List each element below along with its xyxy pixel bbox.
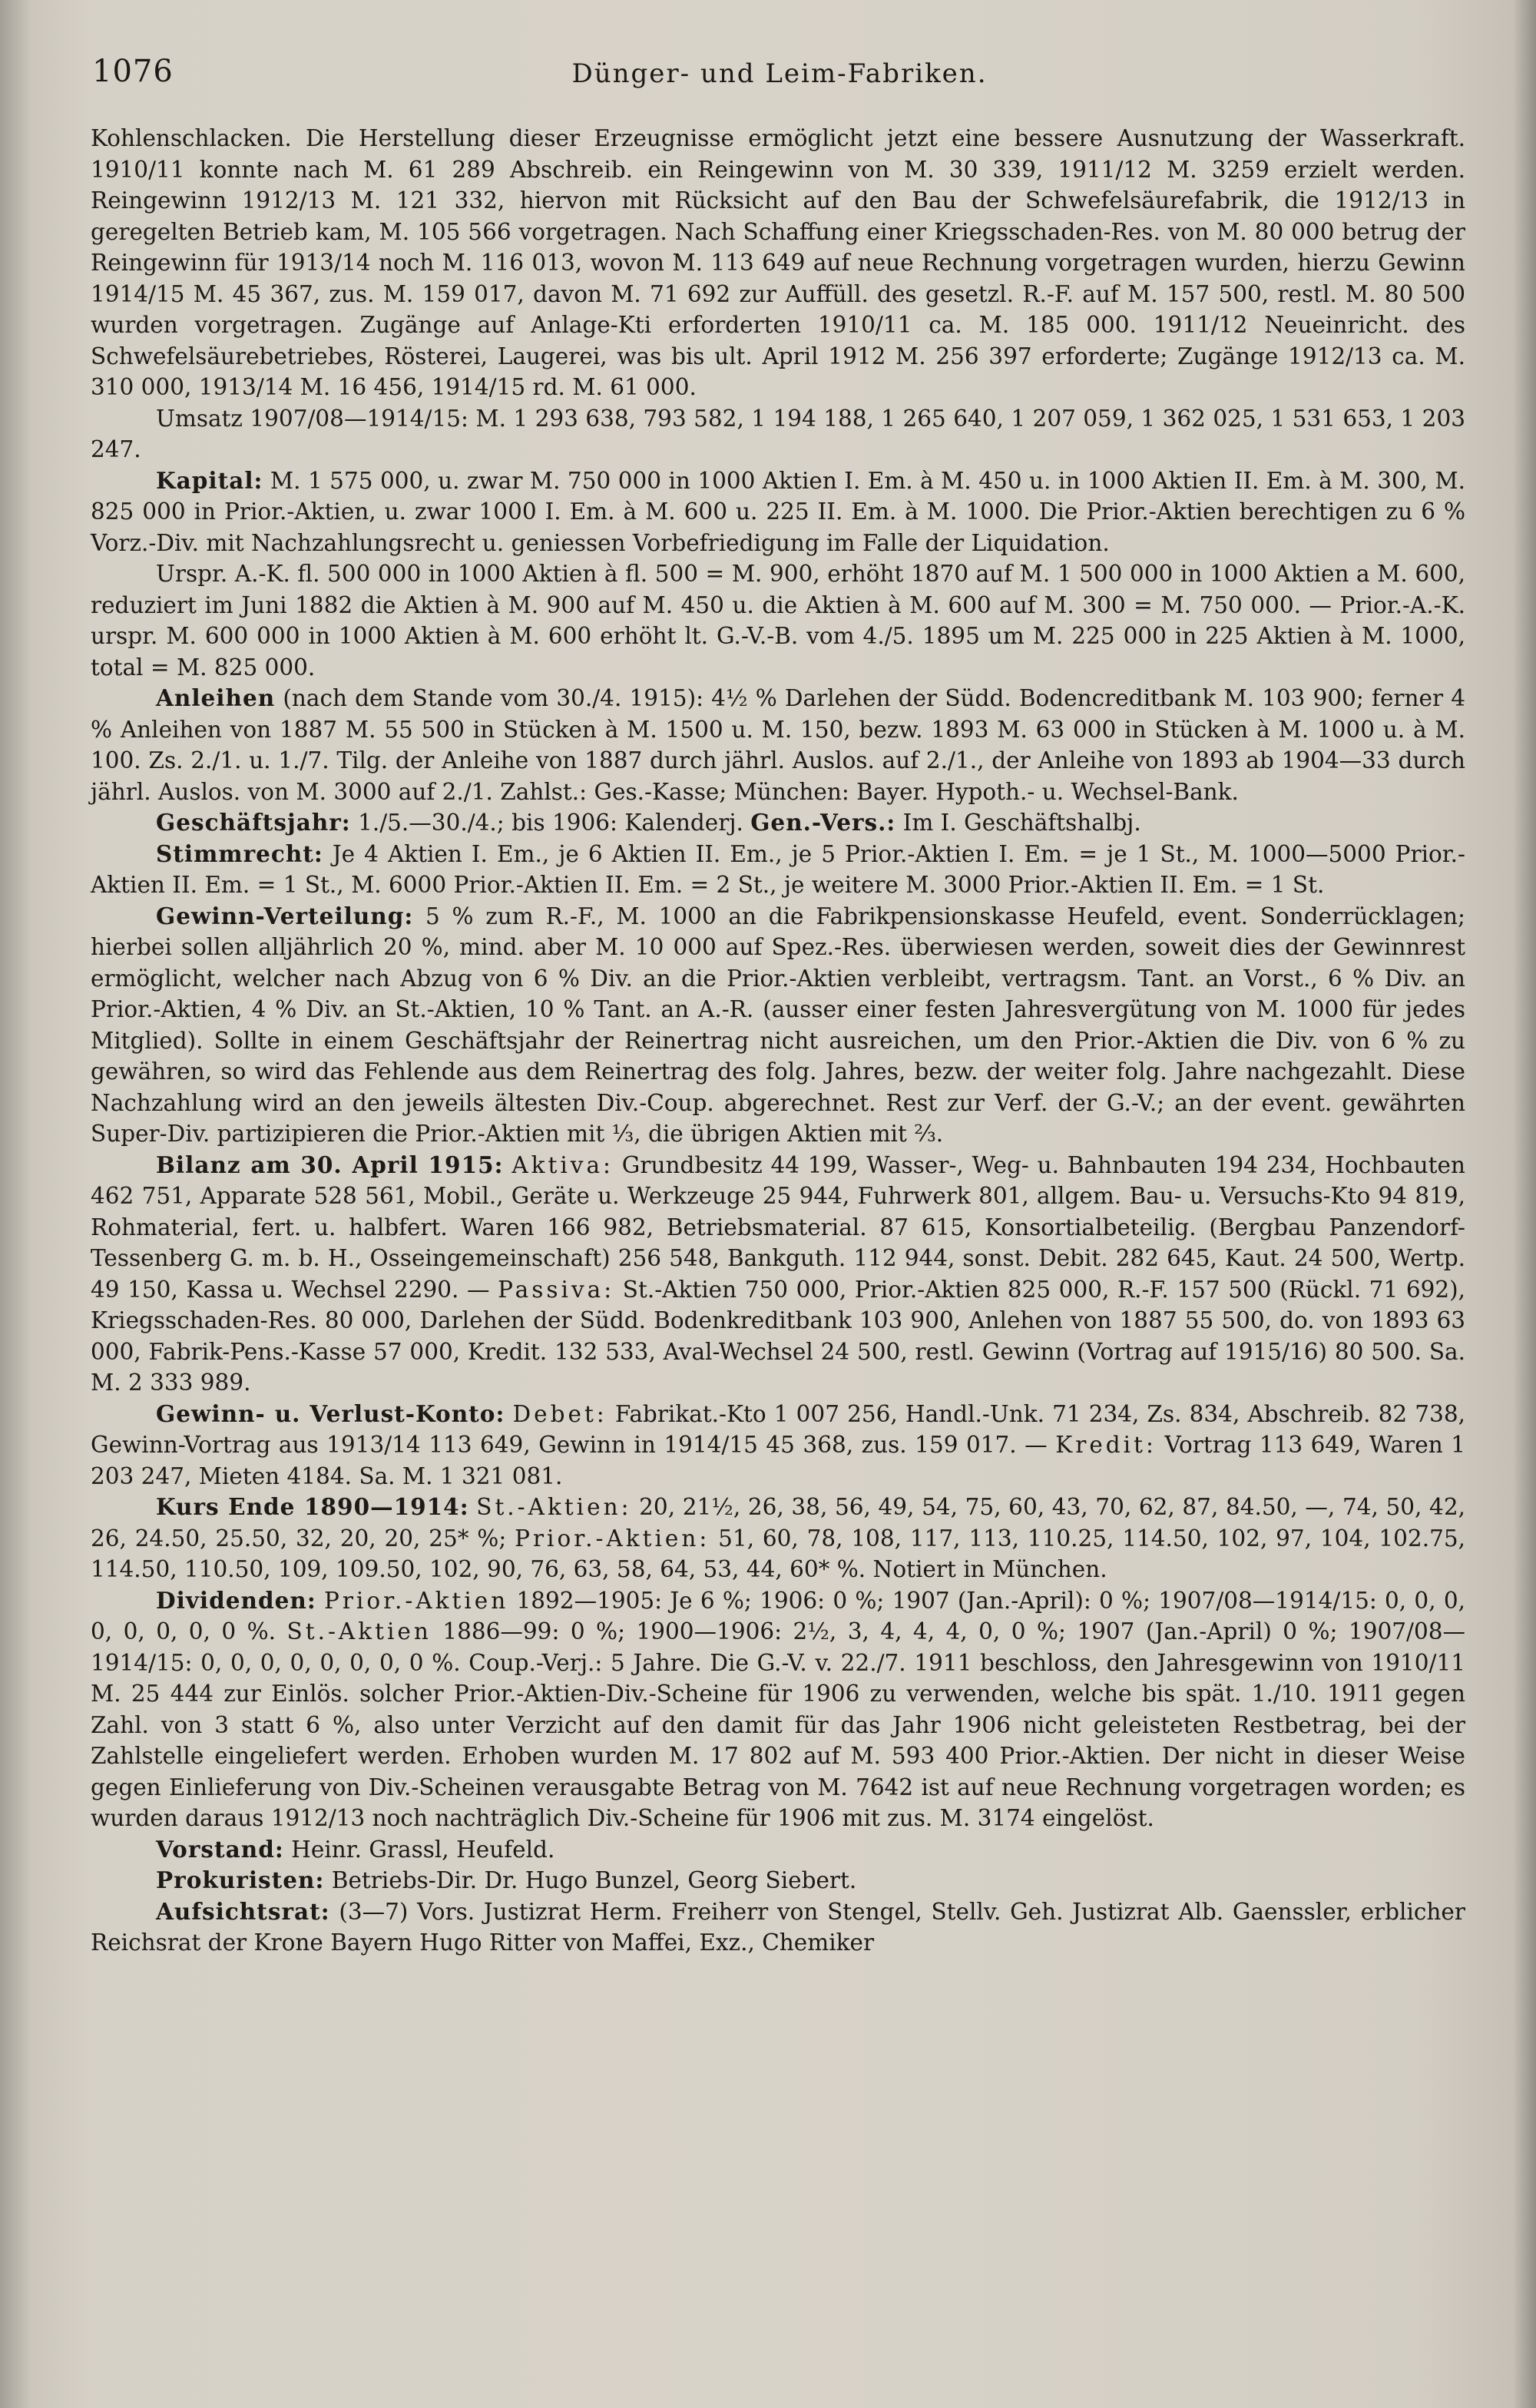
label-div-prior-aktien: Prior.-Aktien	[323, 1587, 509, 1614]
label-anleihen: Anleihen	[156, 684, 276, 711]
label-aktiva: Aktiva:	[511, 1151, 614, 1178]
paragraph-gewinn-verteilung	[91, 901, 1465, 1150]
text-gewinn-verteilung: 5 % zum R.-F., M. 1000 an die Fabrikpensionskasse Heufeld, event. Sonderrücklagen; hierbei sollen alljährlich 20 %, mind. aber M. 10 000 auf Spez.-Res. überwiesen werden, soweit dies der Gewinnrest ermöglicht, welcher nach Abzug von 6 % Div. an die Prior.-Aktien verbleibt, vertragsm. Tant. an Vorst., 6 % Div. an Prior.-Aktien, 4 % Div. an St.-Aktien, 10 % Tant. an A.-R. (ausser einer festen Jahresvergütung von M. 1000 für jedes Mitglied). Sollte in einem Geschäftsjahr der Reinertrag nicht ausreichen, um den Prior.-Aktien die Div. von 6 % zu gewähren, so wird das Fehlende aus dem Reinertrag des folg. Jahres, bezw. der weiter folg. Jahre nachgezahlt. Diese Nachzahlung wird an den jeweils ältesten Div.-Coup. abgerechnet. Rest zur Verf. der G.-V.; an der event. gewährten Super-Div. partizipieren die Prior.-Aktien mit ⅓, die übrigen Aktien mit ⅔.	[91, 903, 1465, 1147]
text-kredit: Vortrag 113 649, Waren 1 203 247, Mieten 4184. Sa. M. 1 321 081.	[91, 1432, 1465, 1489]
label-kurs: Kurs Ende 1890—1914:	[156, 1493, 469, 1520]
paragraph-kurs	[91, 1492, 1465, 1585]
label-vorstand: Vorstand:	[156, 1835, 284, 1863]
label-passiva: Passiva:	[498, 1276, 615, 1303]
paragraph-bilanz	[91, 1150, 1465, 1399]
text-debet: Fabrikat.-Kto 1 007 256, Handl.-Unk. 71 234, Zs. 834, Abschreib. 82 738, Gewinn-Vortrag aus 1913/14 113 649, Gewinn in 1914/15 45 368, zus. 159 017. —	[91, 1400, 1465, 1458]
label-prokuristen: Prokuristen:	[156, 1866, 325, 1893]
paragraph-vorstand	[91, 1834, 1465, 1866]
label-gewinn-verteilung: Gewinn-Verteilung:	[156, 902, 414, 929]
paragraph-umsatz: Umsatz 1907/08—1914/15: M. 1 293 638, 793 582, 1 194 188, 1 265 640, 1 207 059, 1 362 025, 1 531 653, 1 203 247.	[91, 405, 1465, 462]
paragraph-prokuristen	[91, 1865, 1465, 1896]
text-kurs-prior-aktien: 51, 60, 78, 108, 117, 113, 110.25, 114.50, 102, 97, 104, 102.75, 114.50, 110.50, 109, 109.50, 102, 90, 76, 63, 58, 64, 53, 44, 60* %. Notiert in München.	[91, 1525, 1465, 1582]
paragraph-aufsichtsrat	[91, 1896, 1465, 1959]
paragraph-anleihen	[91, 683, 1465, 807]
paragraph-gewinn-verlust	[91, 1399, 1465, 1492]
label-aufsichtsrat: Aufsichtsrat:	[156, 1897, 330, 1925]
page-shadow-right	[1513, 0, 1536, 2408]
text-anleihen: (nach dem Stande vom 30./4. 1915): 4½ % Darlehen der Südd. Bodencreditbank M. 103 900; ferner 4 % Anleihen von 1887 M. 55 500 in Stücken à M. 1500 u. M. 150, bezw. 1893 M. 63 000 in Stücken à M. 1000 u. à M. 100. Zs. 2./1. u. 1./7. Tilg. der Anleihe von 1887 durch jährl. Auslos. auf 2./1., der Anleihe von 1893 ab 1904—33 durch jährl. Auslos. von M. 3000 auf 2./1. Zahlst.: Ges.-Kasse; München: Bayer. Hypoth.- u. Wechsel-Bank.	[91, 685, 1465, 805]
label-gen-vers: Gen.-Vers.:	[750, 809, 896, 836]
paragraph-urspr-ak: Urspr. A.-K. fl. 500 000 in 1000 Aktien à fl. 500 = M. 900, erhöht 1870 auf M. 1 500 000 in 1000 Aktien a M. 600, reduziert im Juni 1882 die Aktien à M. 900 auf M. 450 u. die Aktien à M. 600 auf M. 300 = M. 750 000. — Prior.-A.-K. urspr. M. 600 000 in 1000 Aktien à M. 600 erhöht lt. G.-V.-B. vom 4./5. 1895 um M. 225 000 in 225 Aktien à M. 1000, total = M. 825 000.	[91, 561, 1465, 681]
label-dividenden: Dividenden:	[156, 1586, 316, 1614]
text-gen-vers: Im I. Geschäftshalbj.	[902, 810, 1141, 836]
paragraph-kapital	[91, 465, 1465, 559]
paragraph-dividenden	[91, 1585, 1465, 1834]
page-header	[92, 54, 1467, 100]
paragraph-reingewinn: Kohlenschlacken. Die Herstellung dieser Erzeugnisse ermöglicht jetzt eine bessere Ausnutzung der Wasserkraft. 1910/11 konnte nach M. 61 289 Abschreib. ein Reingewinn von M. 30 339, 1911/12 M. 3259 erzielt werden. Reingewinn 1912/13 M. 121 332, hiervon mit Rücksicht auf den Bau der Schwefelsäurefabrik, die 1912/13 in geregelten Betrieb kam, M. 105 566 vorgetragen. Nach Schaffung einer Kriegsschaden-Res. von M. 80 000 betrug der Reingewinn für 1913/14 noch M. 116 013, wovon M. 113 649 auf neue Rechnung vorgetragen wurden, hierzu Gewinn 1914/15 M. 45 367, zus. M. 159 017, davon M. 71 692 zur Auffüll. des gesetzl. R.-F. auf M. 157 500, restl. M. 80 500 wurden vorgetragen. Zugänge auf Anlage-Kti erforderten 1910/11 ca. M. 185 000. 1911/12 Neueinricht. des Schwefelsäurebetriebes, Rösterei, Laugerei, was bis ult. April 1912 M. 256 397 erforderte; Zugänge 1912/13 ca. M. 310 000, 1913/14 M. 16 456, 1914/15 rd. M. 61 000.	[91, 125, 1465, 400]
text-aufsichtsrat: (3—7) Vors. Justizrat Herm. Freiherr von Stengel, Stellv. Geh. Justizrat Alb. Gaenssler, erblicher Reichsrat der Krone Bayern Hugo Ritter von Maffei, Exz., Chemiker	[91, 1898, 1465, 1956]
text-div-prior-aktien: 1892—1905: Je 6 %; 1906: 0 %; 1907 (Jan.-April): 0 %; 1907/08—1914/15: 0, 0, 0, 0, 0, 0, 0, 0 %.	[91, 1587, 1465, 1645]
text-vorstand: Heinr. Grassl, Heufeld.	[291, 1836, 555, 1863]
label-kurs-st-aktien: St.-Aktien:	[476, 1494, 632, 1520]
label-kapital: Kapital:	[156, 466, 263, 494]
label-geschaeftsjahr: Geschäftsjahr:	[156, 809, 351, 836]
label-debet: Debet:	[512, 1400, 607, 1427]
page-shadow-left	[0, 0, 31, 2408]
text-kapital: M. 1 575 000, u. zwar M. 750 000 in 1000 Aktien I. Em. à M. 450 u. in 1000 Aktien II. Em. à M. 300, M. 825 000 in Prior.-Aktien, u. zwar 1000 I. Em. à M. 600 u. 225 II. Em. à M. 1000. Die Prior.-Aktien berechtigen zu 6 % Vorz.-Div. mit Nachzahlungsrecht u. geniessen Vorbefriedigung im Falle der Liquidation.	[91, 467, 1465, 556]
text-passiva: St.-Aktien 750 000, Prior.-Aktien 825 000, R.-F. 157 500 (Rückl. 71 692), Kriegsschaden-Res. 80 000, Darlehen der Südd. Bodenkreditbank 103 900, Anlehen von 1887 55 500, do. von 1893 63 000, Fabrik-Pens.-Kasse 57 000, Kredit. 132 533, Aval-Wechsel 24 500, restl. Gewinn (Vortrag auf 1915/16) 80 500. Sa. M. 2 333 989.	[91, 1276, 1466, 1396]
text-div-st-aktien: 1886—99: 0 %; 1900—1906: 2½, 3, 4, 4, 4, 0, 0 %; 1907 (Jan.-April) 0 %; 1907/08—1914/15: 0, 0, 0, 0, 0, 0, 0, 0 %. Coup.-Verj.: 5 Jahre. Die G.-V. v. 22./7. 1911 beschloss, den Jahresgewinn von 1910/11 M. 25 444 zur Einlös. solcher Prior.-Aktien-Div.-Scheine für 1906 zu verwenden, welche bis spät. 1./10. 1911 gegen Zahl. von 3 statt 6 %, also unter Verzicht auf den damit für das Jahr 1906 nicht geleisteten Restbetrag, bei der Zahlstelle eingeliefert werden. Erhoben wurden M. 17 802 auf M. 593 400 Prior.-Aktien. Der nicht in dieser Weise gegen Einlieferung von Div.-Scheinen verausgabte Betrag von M. 7642 ist auf neue Rechnung vorgetragen worden; es wurden daraus 1912/13 noch nachträglich Div.-Scheine für 1906 mit zus. M. 3174 eingelöst.	[91, 1618, 1465, 1831]
text-aktiva: Grundbesitz 44 199, Wasser-, Weg- u. Bahnbauten 194 234, Hochbauten 462 751, Apparate 528 561, Mobil., Geräte u. Werkzeuge 25 944, Fuhrwerk 801, allgem. Bau- u. Versuchs-Kto 94 819, Rohmaterial, fert. u. halbfert. Waren 166 982, Betriebsmaterial. 87 615, Konsortialbeteilig. (Bergbau Panzendorf-Tessenberg G. m. b. H., Osseingemeinschaft) 256 548, Bankguth. 112 944, sonst. Debit. 282 645, Kaut. 24 500, Wertp. 49 150, Kassa u. Wechsel 2290. —	[91, 1151, 1465, 1303]
label-gewinn-verlust: Gewinn- u. Verlust-Konto:	[156, 1399, 505, 1427]
label-stimmrecht: Stimmrecht:	[156, 840, 323, 867]
text-prokuristen: Betriebs-Dir. Dr. Hugo Bunzel, Georg Siebert.	[331, 1867, 857, 1893]
text-kurs-st-aktien: 20, 21½, 26, 38, 56, 49, 54, 75, 60, 43, 70, 62, 87, 84.50, —, 74, 50, 42, 26, 24.50, 25.50, 32, 20, 20, 25* %;	[91, 1494, 1465, 1552]
label-kurs-prior-aktien: Prior.-Aktien:	[515, 1525, 710, 1552]
paragraph-geschaeftsjahr	[91, 807, 1465, 839]
page-number: 1076	[92, 54, 174, 89]
running-title: Dünger- und Leim-Fabriken.	[571, 58, 988, 89]
page-body	[91, 123, 1465, 1959]
label-kredit: Kredit:	[1055, 1432, 1157, 1458]
paragraph-stimmrecht	[91, 839, 1465, 901]
label-bilanz: Bilanz am 30. April 1915:	[156, 1151, 504, 1178]
label-div-st-aktien: St.-Aktien	[286, 1618, 432, 1645]
text-geschaeftsjahr: 1./5.—30./4.; bis 1906: Kalenderj.	[358, 810, 743, 836]
text-stimmrecht: Je 4 Aktien I. Em., je 6 Aktien II. Em., je 5 Prior.-Aktien I. Em. = je 1 St., M. 1000—5000 Prior.-Aktien II. Em. = 1 St., M. 6000 Prior.-Aktien II. Em. = 2 St., je weitere M. 3000 Prior.-Aktien II. Em. = 1 St.	[91, 840, 1465, 898]
